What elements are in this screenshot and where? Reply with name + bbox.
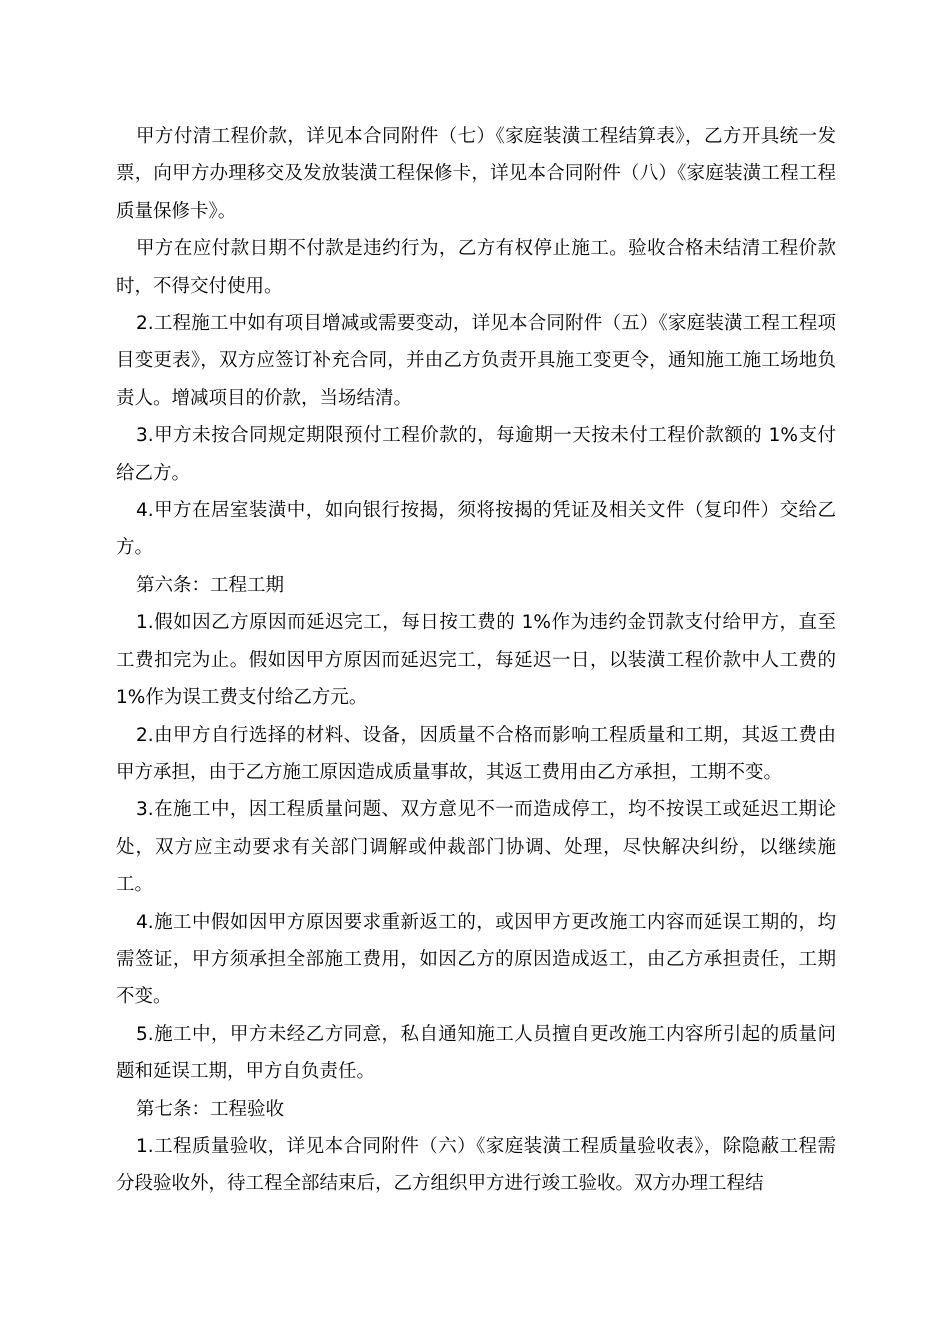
paragraph-mortgage: 4.甲方在居室装潢中，如向银行按揭，须将按揭的凭证及相关文件（复印件）交给乙方。 bbox=[116, 500, 836, 559]
paragraph-material-quality: 2.由甲方自行选择的材料、设备，因质量不合格而影响工程质量和工期，其返工费由甲方承担，由于乙方施工原因造成质量事故，其返工费用由乙方承担，工期不变。 bbox=[116, 724, 836, 783]
paragraph-dispute-stoppage: 3.在施工中，因工程质量问题、双方意见不一而造成停工，均不按误工或延迟工期论处，双方应主动要求有关部门调解或仲裁部门协调、处理，尽快解决纠纷，以继续施工。 bbox=[116, 799, 836, 896]
paragraph-unauthorized-changes: 5.施工中，甲方未经乙方同意，私自通知施工人员擅自更改施工内容所引起的质量问题和延误工期，甲方自负责任。 bbox=[116, 1023, 836, 1083]
section-heading-article-6: 第六条：工程工期 bbox=[136, 574, 285, 596]
paragraph-delay-penalty: 1.假如因乙方原因而延迟完工，每日按工费的 1%作为违约金罚款支付给甲方，直至工费扣完为止。假如因甲方原因而延迟完工，每延迟一日，以装潢工程价款中人工费的 1%作为误工费支付给乙方元。 bbox=[116, 612, 836, 709]
paragraph-item-changes: 2.工程施工中如有项目增减或需要变动，详见本合同附件（五）《家庭装潢工程工程项目变更表》，双方应签订补充合同，并由乙方负责开具施工变更令，通知施工施工场地负责人。增减项目的价款，当场结清。 bbox=[116, 313, 836, 409]
paragraph-quality-acceptance: 1.工程质量验收，详见本合同附件（六）《家庭装潢工程质量验收表》，除隐蔽工程需分段验收外，待工程全部结束后，乙方组织甲方进行竣工验收。双方办理工程结 bbox=[116, 1135, 836, 1195]
paragraph-prepayment-penalty: 3.甲方未按合同规定期限预付工程价款的，每逾期一天按未付工程价款额的 1%支付给乙方。 bbox=[116, 425, 836, 484]
paragraph-late-payment: 甲方在应付款日期不付款是违约行为，乙方有权停止施工。验收合格未结清工程价款时，不得交付使用。 bbox=[116, 238, 836, 297]
section-heading-article-7: 第七条：工程验收 bbox=[136, 1098, 285, 1120]
paragraph-payment-settlement: 甲方付清工程价款，详见本合同附件（七）《家庭装潢工程结算表》，乙方开具统一发票，向甲方办理移交及发放装潢工程保修卡，详见本合同附件（八）《家庭装潢工程工程质量保修卡》。 bbox=[116, 126, 836, 222]
paragraph-rework: 4.施工中假如因甲方原因要求重新返工的，或因甲方更改施工内容而延误工期的，均需签证，甲方须承担全部施工费用，如因乙方的原因造成返工，由乙方承担责任，工期不变。 bbox=[116, 911, 836, 1008]
document-body bbox=[116, 118, 836, 1203]
